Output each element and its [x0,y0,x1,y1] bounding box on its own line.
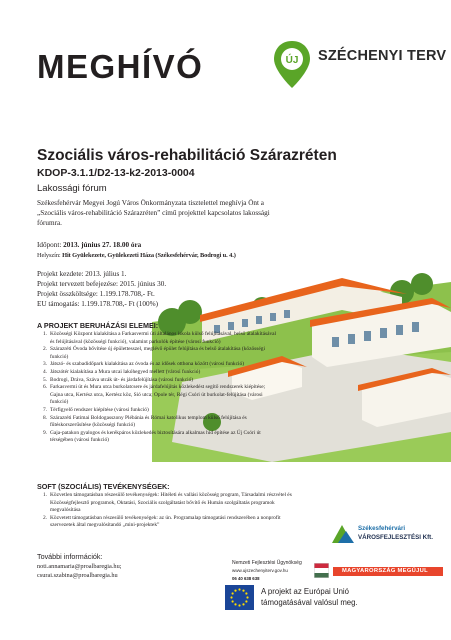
item-text: Közvetlen támogatásban részesülő tevékenységek: Hitéleti és vallási közösség program, Társadalmi részvétel és Közösségfejlesztő programok, Oktatási, Szociális szolgáltatást bővítő és Humán szolgáltatás programok megvalósítása [50,492,292,514]
email-link-2[interactable]: csurai.szabina@proalbaregia.hu [37,572,118,579]
item-number: 8. [43,414,48,421]
email-link-1[interactable]: noti.annamaria@proalbaregia.hu; [37,563,122,570]
event-subtitle: Lakossági fórum [37,183,107,194]
item-number: 5. [43,376,48,383]
soft-heading: SOFT (SZOCIÁLIS) TEVÉKENYSÉGEK: [37,482,170,491]
list-item [37,415,277,430]
list-item [37,407,277,415]
eu-line1: A projekt az Európai Unió [261,587,349,596]
elements-list [37,331,277,445]
item-text: Játszótér kialakítása a Mura utcai lakóhegyed mellett (városi funkció) [50,368,201,375]
logo-mark: ÚJ [285,55,299,66]
logo-text: SZÉCHENYI TERV [318,48,447,64]
list-item [37,369,277,377]
item-text: Közösségi Központ kialakítása a Farkasvermi úti általános iskola külső felújításával, belső átalakításával és felújításával (közösségi funkció), valamint parkolók építése (városi funkció) [50,331,277,345]
item-text: Játszó- és szabadidőpark kialakítása az óvoda és az idősek otthona között (városi funkció) [50,361,244,368]
event-date [37,241,141,249]
item-number: 2. [43,514,48,521]
eu-line2: támogatásával valósul meg. [261,598,358,607]
nfu-name: Nemzeti Fejlesztési Ügynökség [232,560,302,566]
page-title: MEGHÍVÓ [37,48,204,85]
item-number: 3. [43,361,48,368]
project-details [37,269,166,309]
elements-heading: A PROJEKT BERUHÁZÁSI ELEMEI: [37,321,159,330]
item-number: 9. [43,429,48,436]
list-item [37,515,305,530]
item-number: 1. [43,331,48,337]
project-end: Projekt tervezett befejezése: 2015. június 30. [37,280,167,288]
item-number: 4. [43,368,48,375]
list-item [37,331,277,346]
eu-flag-icon [225,585,254,610]
item-text: Szárazréti Fatimai Boldogasszony Plébánia és Római katolikus templom külső felújítása és fűtéskorszerűsítése (közösségi funkció) [50,414,247,429]
date-label: Időpont: [37,241,64,249]
project-total: Projekt összköltsége: 1.199.178.708,- Ft. [37,290,155,298]
project-code: KDOP-3.1.1/D2-13-k2-2013-0004 [37,167,195,179]
item-number: 1. [43,492,48,498]
item-number: 7. [43,406,48,413]
list-item [37,346,277,361]
hungarian-flag-icon [314,563,329,578]
nfu-url[interactable]: www.ujszechenyiterv.gov.hu [232,568,288,573]
item-text: Bodrogi, Dráva, Száva utcák út- és járdafelújítása (városi funkció) [50,376,194,383]
banner-text: MAGYARORSZÁG MEGÚJUL [342,568,428,574]
vfi-line1: Székesfehérvári [358,525,406,532]
project-start: Projekt kezdete: 2013. július 1. [37,270,127,278]
list-item [37,361,277,369]
venue-value: Hit Gyülekezete, Gyülekezeti Háza (Székesfehérvár, Bodrogi u. 4.) [62,252,236,259]
nfu-phone: 06 40 638 638 [232,576,260,581]
item-text: Gaja-patakon gyalogos és kerékpáros közlekedés biztosítására alkalmas híd építése az Új Csóri út térségében (városi funkció) [50,429,261,444]
item-text: Közvetett támogatásban részesülő tevékenységek: az ún. Programalap támogatási rendszerében a nonprofit szervezetek által megvalósítandó „mini-projektek” [50,514,281,529]
vfi-line2: VÁROSFEJLESZTÉSI Kft. [358,534,433,541]
soft-list [37,492,305,530]
item-text: Szárazréti Óvoda bővítése új épülettesszel, meglévő épület felújítása és belső átalakítása (közösségi funkció) [50,346,265,360]
info-heading: További információk: [37,552,103,561]
list-item [37,384,277,407]
list-item [37,492,305,515]
list-item [37,430,277,445]
szechenyi-pin-icon [272,36,447,94]
project-eu-support: EU támogatás: 1.199.178.708,- Ft (100%) [37,300,158,308]
event-title: Szociális város-rehabilitáció Szárazréten [37,147,337,164]
item-number: 6. [43,384,48,391]
item-number: 2. [43,346,48,353]
vfi-emblem-icon [330,523,356,545]
intro-text: Székesfehérvár Megyei Jogú Város Önkormányzata tisztelettel meghívja Önt a „Szociális város-rehabilitáció Szárazréten” című projekttel kapcsolatos lakossági fórumra. [37,199,270,227]
event-venue [37,252,236,259]
venue-label: Helyszín: [37,252,63,259]
item-text: Térfigyelő rendszer kiépítése (városi funkció) [50,406,149,413]
item-text: Farkasvermi út és Mura utca burkolatcsere és járdafelújítás közlekedést segítő rendszerek kiépítése; Gajna utca, Kertész utca, Kertész köz, Sió utca; Opole tér, Régi Csóri út burkolat-felújítása (városi funkció) [50,384,266,406]
date-value: 2013. június 27. 18.00 óra [63,241,142,249]
szechenyi-terv-logo [272,36,447,94]
